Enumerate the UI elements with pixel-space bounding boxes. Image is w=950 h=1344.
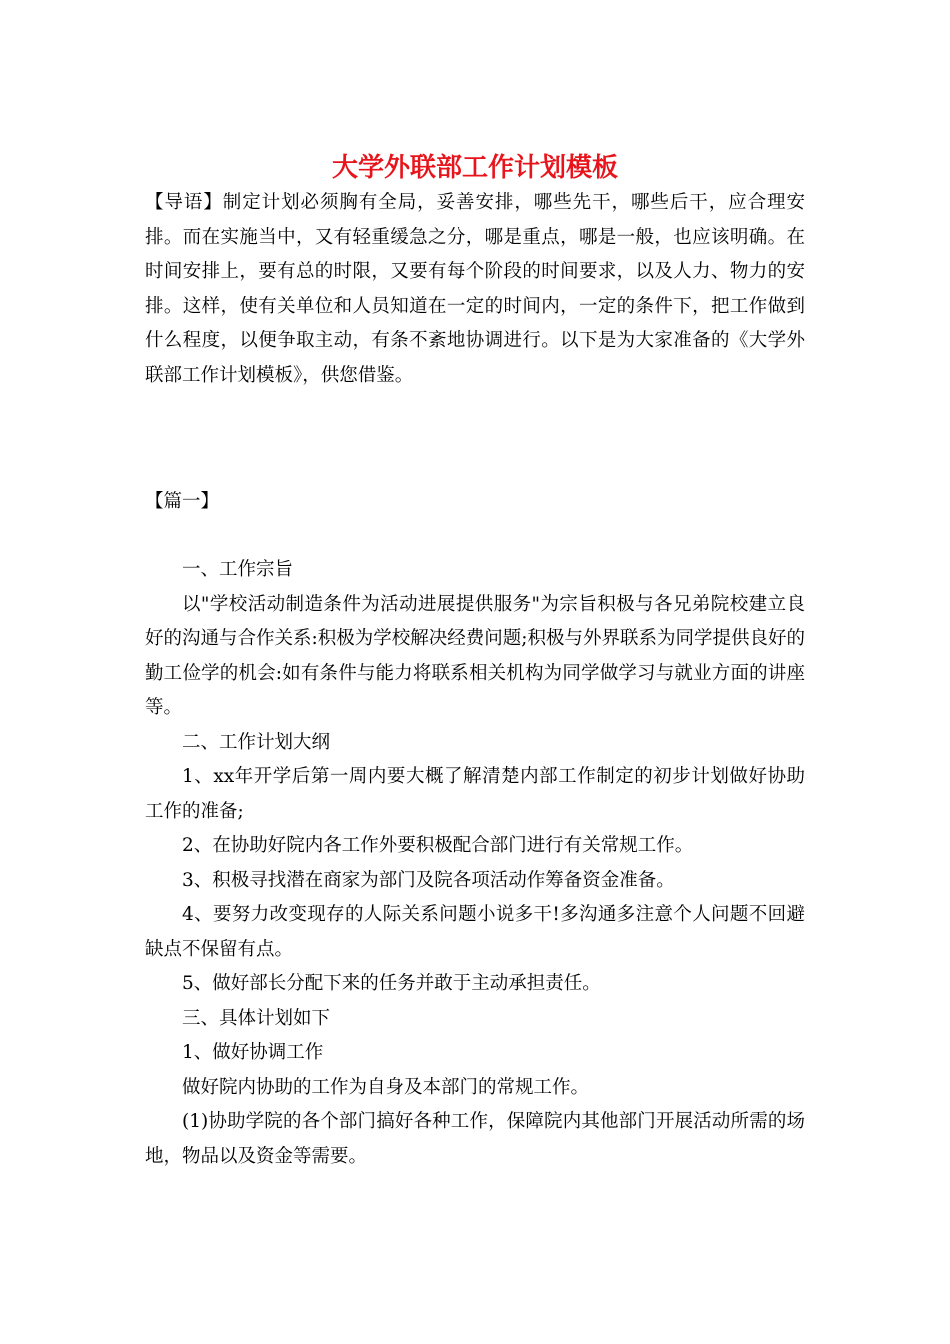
section-marker: 【篇一】 [145, 491, 220, 512]
outline-item-4: 4、要努力改变现存的人际关系问题小说多干!多沟通多注意个人问题不回避缺点不保留有点。 [145, 904, 805, 960]
heading-plan: 三、具体计划如下 [182, 1007, 331, 1029]
heading-outline: 二、工作计划大纲 [182, 731, 331, 753]
heading-purpose: 一、工作宗旨 [182, 559, 294, 580]
paragraph-purpose: 以"学校活动制造条件为活动进展提供服务"为宗旨积极与各兄弟院校建立良好的沟通与合作关系:积极为学校解决经费问题;积极与外界联系为同学提供良好的勤工俭学的机会:如有条件与能力将联系相关机构为同学做学习与就业方面的讲座等。 [145, 593, 805, 718]
intro-paragraph: 【导语】制定计划必须胸有全局，妥善安排，哪些先干，哪些后干，应合理安排。而在实施当中，又有轻重缓急之分，哪是重点，哪是一般，也应该明确。在时间安排上，要有总的时限，又要有每个阶段的时间要求，以及人力、物力的安排。这样，使有关单位和人员知道在一定的时间内，一定的条件下，把工作做到什么程度，以便争取主动，有条不紊地协调进行。以下是为大家准备的《大学外联部工作计划模板》，供您借鉴。 [145, 192, 805, 386]
plan-item-1: (1)协助学院的各个部门搞好各种工作，保障院内其他部门开展活动所需的场地，物品以及资金等需要。 [145, 1111, 805, 1167]
outline-item-2: 2、在协助好院内各工作外要积极配合部门进行有关常规工作。 [182, 835, 694, 856]
outline-item-5: 5、做好部长分配下来的任务并敢于主动承担责任。 [182, 973, 601, 994]
plan-subheading-1: 1、做好协调工作 [182, 1042, 324, 1063]
document-title: 大学外联部工作计划模板 [331, 153, 618, 183]
outline-item-1: 1、xx年开学后第一周内要大概了解清楚内部工作制定的初步计划做好协助工作的准备; [145, 766, 805, 822]
document-content [145, 553, 805, 1174]
outline-item-3: 3、积极寻找潜在商家为部门及院各项活动作筹备资金准备。 [182, 869, 675, 891]
plan-paragraph-1: 做好院内协助的工作为自身及本部门的常规工作。 [182, 1076, 590, 1098]
